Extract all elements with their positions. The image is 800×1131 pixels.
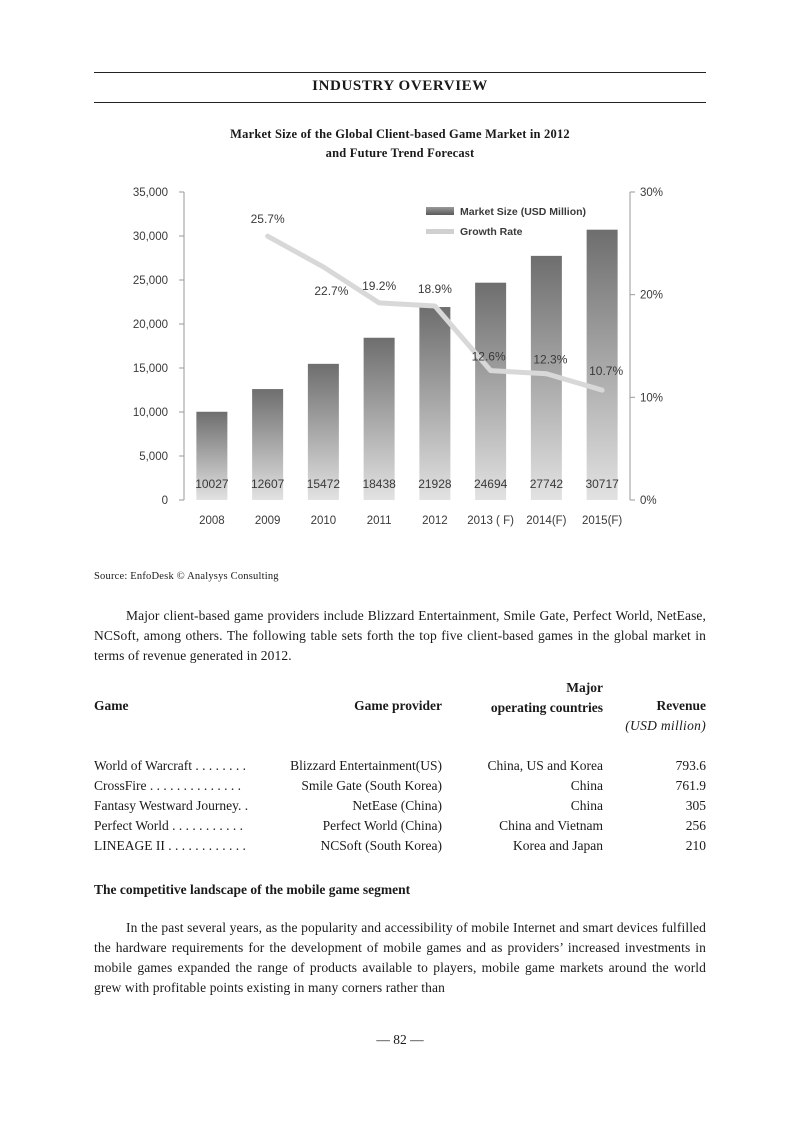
bar-value-label: 30717 [585,477,619,491]
chart-title-line-1: Market Size of the Global Client-based Game Market in 2012 [230,127,570,141]
bar-value-label: 24694 [473,477,508,491]
x-tick-label: 2008 [199,515,225,527]
table-header-countries-line-1: Major [566,680,603,695]
bar-value-label: 27742 [529,477,564,491]
cell-provider: NCSoft (South Korea) [320,838,442,853]
x-tick-label: 2010 [310,515,337,527]
bar-value-label: 12607 [250,477,285,491]
cell-game: CrossFire . . . . . . . . . . . . . . [94,778,242,793]
market-size-chart [110,180,664,540]
y-tick-label-left: 5,000 [139,451,168,463]
chart-source-note: Source: EnfoDesk © Analysys Consulting [94,571,279,582]
bar [364,338,395,500]
cell-countries: China [570,778,603,793]
cell-game: Fantasy Westward Journey. . [94,798,249,813]
x-tick-label: 2011 [366,515,392,527]
cell-provider: NetEase (China) [352,798,442,813]
y-tick-label-right: 10% [640,392,664,405]
cell-revenue: 793.6 [675,758,706,773]
table-header-provider: Game provider [354,698,442,713]
cell-revenue: 761.9 [675,778,706,793]
growth-rate-label: 25.7% [250,212,285,227]
header-rule-top [94,72,706,73]
header-rule-bottom [94,102,706,103]
y-tick-label-left: 35,000 [132,187,168,199]
chart-title [94,125,706,163]
x-tick-label: 2015(F) [581,515,623,527]
y-tick-label-right: 20% [640,289,664,302]
table-header-revenue: Revenue [656,698,706,713]
cell-countries: China, US and Korea [487,758,603,773]
bar-value-label: 21928 [418,477,452,491]
page-number: — 82 — [376,1032,424,1047]
growth-rate-label: 12.3% [533,352,568,367]
y-tick-label-left: 15,000 [132,363,168,375]
cell-revenue: 256 [685,818,706,833]
cell-provider: Blizzard Entertainment(US) [290,758,442,773]
cell-countries: China and Vietnam [499,818,603,833]
y-tick-label-right: 0% [640,495,657,507]
growth-rate-label: 18.9% [417,281,452,296]
x-tick-label: 2014(F) [526,515,567,527]
x-tick-label: 2013 ( F) [467,515,514,527]
legend-label-market-size: Market Size (USD Million) [460,206,587,218]
table-header-countries-line-2: operating countries [490,700,603,715]
table-header-game: Game [94,698,129,713]
section-heading: The competitive landscape of the mobile game segment [94,882,411,897]
y-tick-label-left: 30,000 [132,231,168,243]
cell-game: Perfect World . . . . . . . . . . . [94,818,244,833]
y-tick-label-left: 25,000 [132,275,168,287]
legend-label-growth-rate: Growth Rate [460,226,523,238]
bar-value-label: 15472 [306,477,341,491]
intro-paragraph: Major client-based game providers include Blizzard Entertainment, Smile Gate, Perfect World, NetEase, NCSoft, among others. The following table sets forth the top five client-based games in the global market in terms of revenue generated in 2012. [94,608,706,663]
x-tick-label: 2009 [254,515,281,527]
bar [419,307,450,500]
cell-revenue: 210 [685,838,706,853]
y-tick-label-left: 0 [161,495,168,507]
table-header-revenue-unit: (USD million) [625,718,706,733]
chart-title-line-2: and Future Trend Forecast [325,146,475,160]
cell-countries: Korea and Japan [513,838,603,853]
y-tick-label-right: 30% [640,187,664,199]
body-paragraph: In the past several years, as the popularity and accessibility of mobile Internet and smart devices fulfilled the hardware requirements for the development of mobile games and as providers’ increased investments in mobile games expanded the range of products available to players, mobile game markets around the world grew with profitable points existing in many corners rather than [94,920,706,995]
cell-provider: Perfect World (China) [322,818,442,833]
cell-countries: China [570,798,603,813]
cell-provider: Smile Gate (South Korea) [301,778,442,793]
legend-swatch-growth-rate [426,229,454,234]
cell-game: World of Warcraft . . . . . . . . [94,758,247,773]
growth-rate-label: 12.6% [471,349,506,364]
bar-value-label: 10027 [195,477,229,491]
page-header-title: INDUSTRY OVERVIEW [312,78,488,94]
x-tick-label: 2012 [422,515,448,527]
growth-rate-label: 10.7% [589,364,624,379]
legend-swatch-market-size [426,207,454,215]
bar [475,283,506,500]
bar-value-label: 18438 [362,477,396,491]
cell-revenue: 305 [685,798,706,813]
table-header-countries [491,678,603,718]
y-tick-label-left: 10,000 [132,407,168,419]
growth-rate-label: 19.2% [362,278,397,293]
growth-rate-label: 22.7% [314,283,349,298]
cell-game: LINEAGE II . . . . . . . . . . . . [94,838,246,853]
y-tick-label-left: 20,000 [132,319,168,331]
